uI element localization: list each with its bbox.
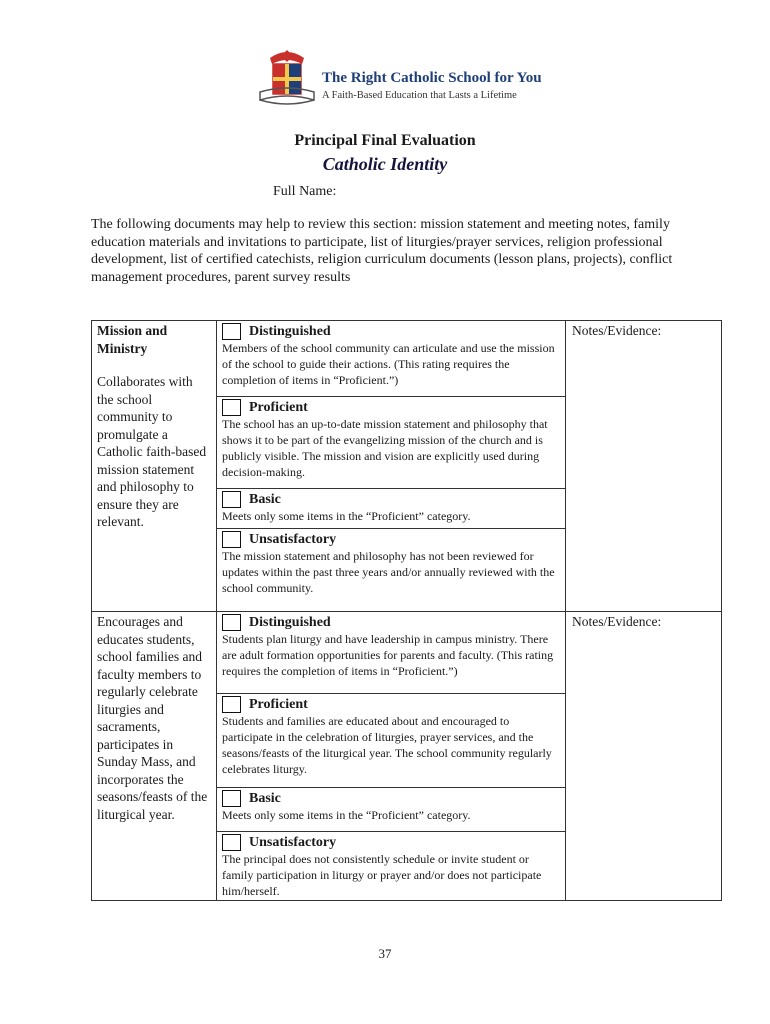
level-description: Meets only some items in the “Proficient” category. xyxy=(222,808,471,822)
level-proficient xyxy=(217,397,565,489)
rubric-row xyxy=(92,612,722,901)
rating-checkbox[interactable] xyxy=(222,790,241,807)
page-number: 37 xyxy=(378,946,392,961)
level-name: Proficient xyxy=(249,696,308,712)
level-distinguished xyxy=(217,321,565,397)
logo-tagline-subtitle: A Faith-Based Education that Lasts a Lifetime xyxy=(322,90,517,101)
rating-checkbox[interactable] xyxy=(222,696,241,713)
section-title: Catholic Identity xyxy=(322,154,448,174)
diocese-crest-icon xyxy=(256,48,318,112)
level-description: Students and families are educated about and encouraged to participate in the celebration of liturgies, prayer services, and the seasons/feasts of the liturgical year. The school community regularly celebrates liturgy. xyxy=(222,714,552,776)
standard-cell xyxy=(92,321,216,532)
standard-cell xyxy=(92,612,216,824)
rating-checkbox[interactable] xyxy=(222,399,241,416)
level-description: Meets only some items in the “Proficient” category. xyxy=(222,509,471,523)
level-description: Students plan liturgy and have leadership in campus ministry. There are adult formation opportunities for parents and faculty. (This rating requires the completion of items in “Proficient.”) xyxy=(222,632,554,678)
level-description: The principal does not consistently schedule or invite student or family participation in liturgy or prayer and/or does not participate him/herself. xyxy=(222,852,542,898)
level-description: The school has an up-to-date mission statement and philosophy that shows it to be part of the evangelizing mission of the church and is publicly visible. The mission and vision are explicitly used during decision-making. xyxy=(222,417,548,479)
logo-tagline-title: The Right Catholic School for You xyxy=(322,70,542,86)
level-name: Unsatisfactory xyxy=(249,834,337,850)
full-name-label: Full Name: xyxy=(273,184,337,199)
standard-description: Encourages and educates students, school families and faculty members to regularly celebrate liturgies and sacraments, participates in Sunday Mass, and incorporates the seasons/feasts of the liturgical year. xyxy=(97,614,208,822)
rating-checkbox[interactable] xyxy=(222,834,241,851)
school-logo xyxy=(256,48,542,122)
rating-checkbox[interactable] xyxy=(222,531,241,548)
level-name: Basic xyxy=(249,491,281,507)
rating-checkbox[interactable] xyxy=(222,323,241,340)
level-name: Unsatisfactory xyxy=(249,531,337,547)
page-title: Principal Final Evaluation xyxy=(294,132,476,149)
rubric-table xyxy=(91,320,722,901)
intro-paragraph: The following documents may help to review this section: mission statement and meeting notes, family education materials and invitations to participate, list of liturgies/prayer services, religion professional development, list of certified catechists, religion curriculum documents (lesson plans, projects), conflict management procedures, parent survey results xyxy=(91,217,673,285)
level-description: Members of the school community can articulate and use the mission of the school to guide their actions. (This rating requires the completion of items in “Proficient.”) xyxy=(222,341,555,387)
rubric-row xyxy=(92,321,722,612)
level-distinguished xyxy=(217,612,565,694)
rating-checkbox[interactable] xyxy=(222,491,241,508)
level-name: Distinguished xyxy=(249,323,331,339)
level-name: Distinguished xyxy=(249,614,331,630)
level-basic xyxy=(217,489,565,529)
level-name: Basic xyxy=(249,790,281,806)
level-name: Proficient xyxy=(249,399,308,415)
standard-description: Collaborates with the school community to promulgate a Catholic faith-based mission statement and philosophy to ensure they are relevant. xyxy=(97,374,207,529)
level-basic xyxy=(217,788,565,832)
level-description: The mission statement and philosophy has not been reviewed for updates within the past three years and/or annually reviewed with the school community. xyxy=(222,549,555,595)
level-unsatisfactory xyxy=(217,529,565,611)
level-unsatisfactory xyxy=(217,832,565,900)
level-proficient xyxy=(217,694,565,788)
rating-checkbox[interactable] xyxy=(222,614,241,631)
notes-evidence-label[interactable]: Notes/Evidence: xyxy=(572,323,662,338)
notes-evidence-label[interactable]: Notes/Evidence: xyxy=(572,614,662,629)
standard-title: Mission and Ministry xyxy=(97,323,168,356)
